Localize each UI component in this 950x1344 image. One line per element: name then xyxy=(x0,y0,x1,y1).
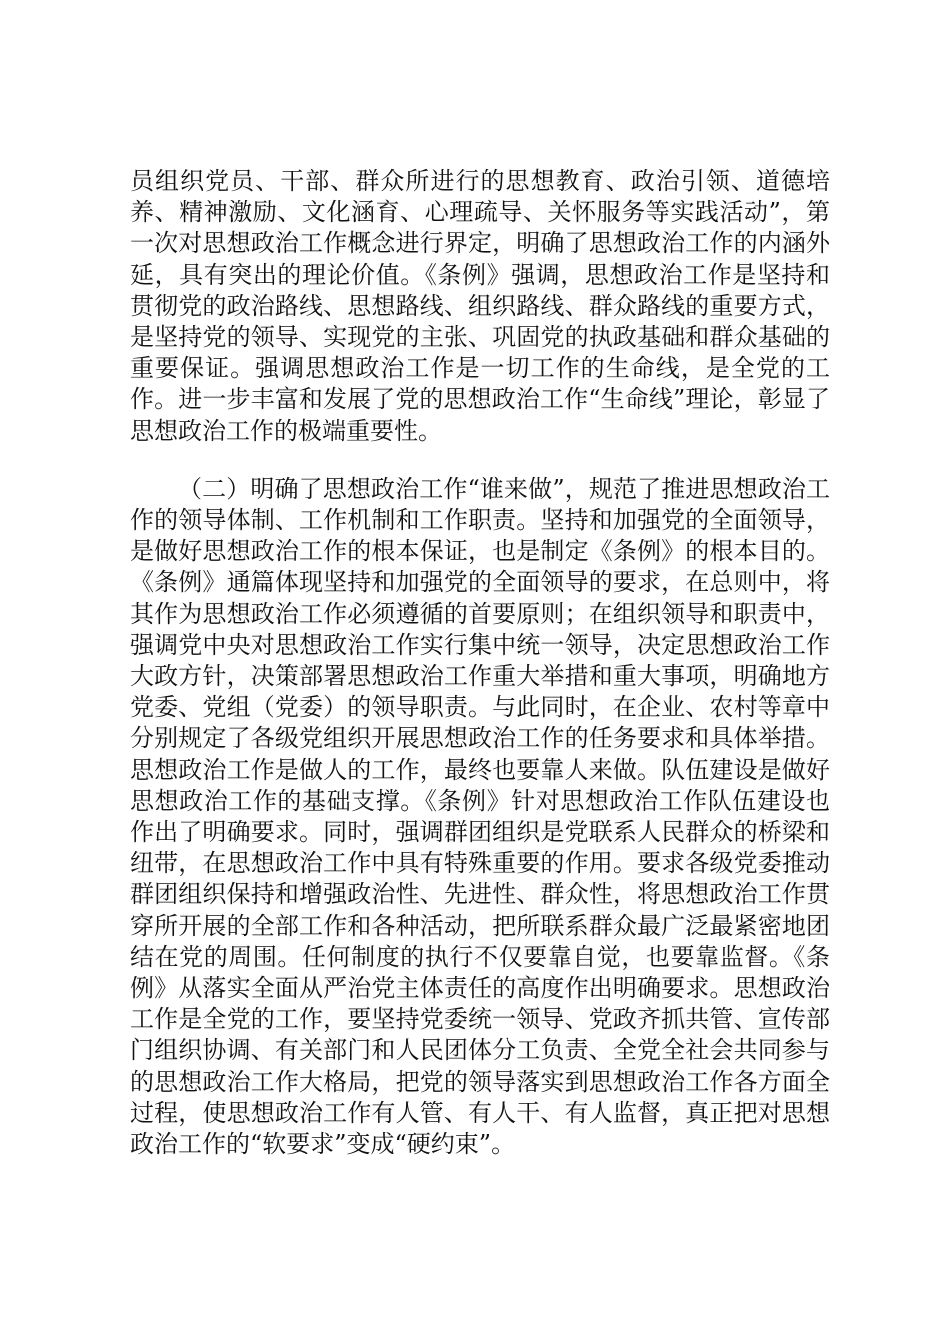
paragraph-continued: 员组织党员、干部、群众所进行的思想教育、政治引领、道德培养、精神激励、文化涵育、心理疏导、关怀服务等实践活动”，第一次对思想政治工作概念进行界定，明确了思想政治工作的内涵外延，具有突出的理论价值。《条例》强调，思想政治工作是坚持和贯彻党的政治路线、思想路线、组织路线、群众路线的重要方式，是坚持党的领导、实现党的主张、巩固党的执政基础和群众基础的重要保证。强调思想政治工作是一切工作的生命线，是全党的工作。进一步丰富和发展了党的思想政治工作“生命线”理论，彰显了思想政治工作的极端重要性。 xyxy=(130,167,830,445)
document-body xyxy=(130,166,830,1160)
paragraph-section-two: （二）明确了思想政治工作“谁来做”，规范了推进思想政治工作的领导体制、工作机制和工作职责。坚持和加强党的全面领导，是做好思想政治工作的根本保证，也是制定《条例》的根本目的。《条例》通篇体现坚持和加强党的全面领导的要求，在总则中，将其作为思想政治工作必须遵循的首要原则；在组织领导和职责中，强调党中央对思想政治工作实行集中统一领导，决定思想政治工作大政方针，决策部署思想政治工作重大举措和重大事项，明确地方党委、党组（党委）的领导职责。与此同时，在企业、农村等章中分别规定了各级党组织开展思想政治工作的任务要求和具体举措。思想政治工作是做人的工作，最终也要靠人来做。队伍建设是做好思想政治工作的基础支撑。《条例》针对思想政治工作队伍建设也作出了明确要求。同时，强调群团组织是党联系人民群众的桥梁和纽带，在思想政治工作中具有特殊重要的作用。要求各级党委推动群团组织保持和增强政治性、先进性、群众性，将思想政治工作贯穿所开展的全部工作和各种活动，把所联系群众最广泛最紧密地团结在党的周围。任何制度的执行不仅要靠自觉，也要靠监督。《条例》从落实全面从严治党主体责任的高度作出明确要求。思想政治工作是全党的工作，要坚持党委统一领导、党政齐抓共管、宣传部门组织协调、有关部门和人民团体分工负责、全党全社会共同参与的思想政治工作大格局，把党的领导落实到思想政治工作各方面全过程，使思想政治工作有人管、有人干、有人监督，真正把对思想政治工作的“软要求”变成“硬约束”。 xyxy=(130,474,830,1159)
